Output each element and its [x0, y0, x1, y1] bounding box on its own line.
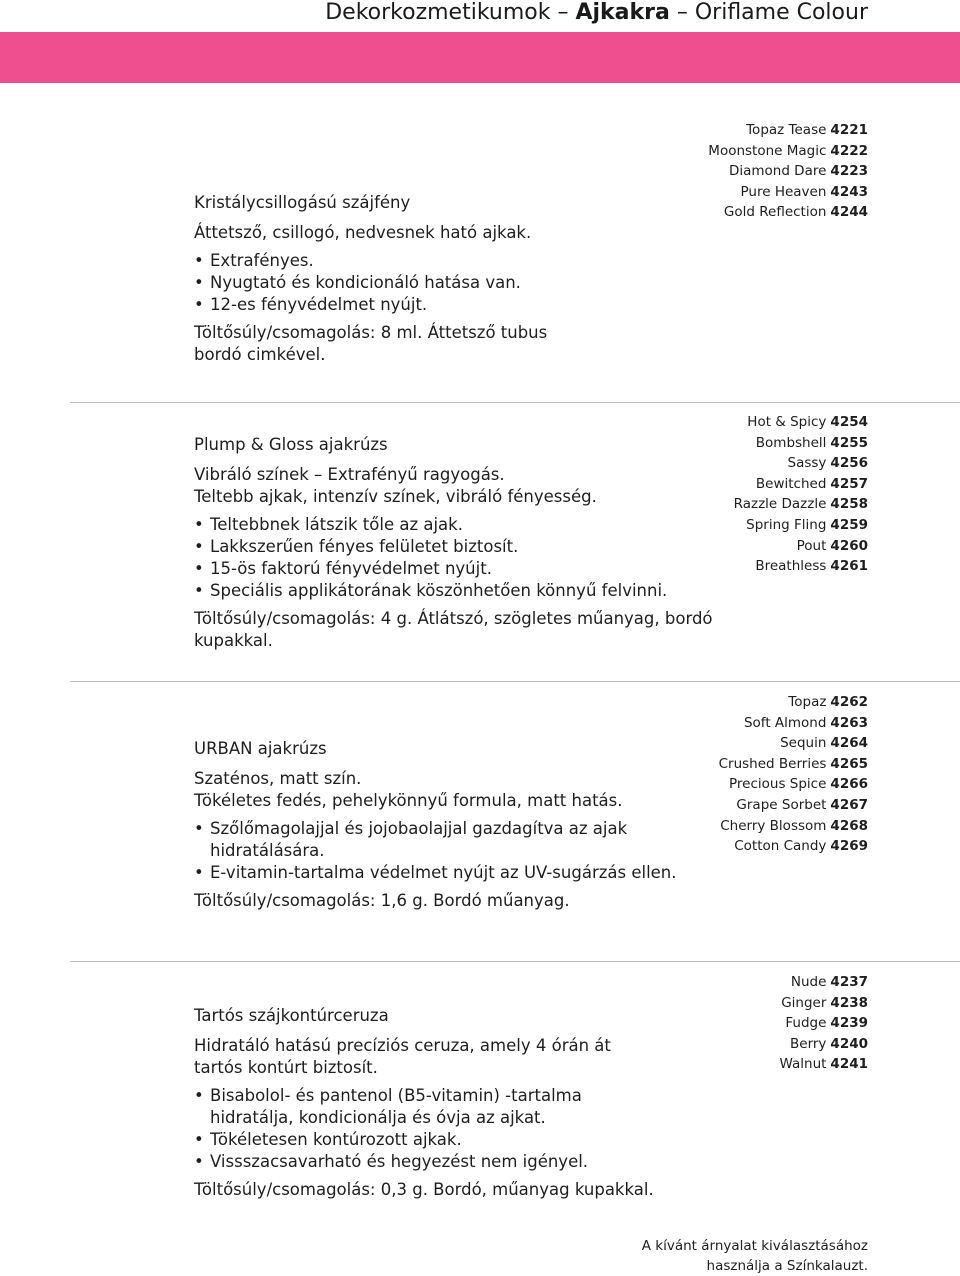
product-title: Plump & Gloss ajakrúzs [194, 435, 388, 454]
shade-item [734, 412, 868, 433]
feature-item: • Szőlőmagolajjal és jojobaolajjal gazdagítva az ajak hidratálására. [194, 818, 694, 862]
shade-name: Crushed Berries [718, 755, 827, 772]
shade-code: 4268 [830, 817, 868, 834]
header-brand: Oriflame Colour [694, 0, 868, 25]
shade-list [719, 692, 868, 857]
shade-name: Topaz Tease [746, 122, 827, 138]
shade-name: Sassy [787, 455, 827, 472]
pink-header-band [0, 32, 960, 83]
shade-item [708, 120, 868, 141]
shade-item [719, 713, 868, 734]
packaging-info: Töltősúly/csomagolás: 0,3 g. Bordó, műanyag kupakkal. [194, 1179, 654, 1199]
shade-list [734, 412, 868, 577]
shade-item [719, 816, 868, 837]
shade-code: 4265 [830, 755, 868, 772]
shade-code: 4239 [830, 1015, 868, 1032]
shade-code: 4255 [830, 434, 868, 451]
product-section-lipgloss [194, 192, 724, 366]
shade-code: 4238 [830, 994, 868, 1011]
shade-code: 4244 [830, 204, 868, 221]
shade-name: Moonstone Magic [708, 142, 827, 159]
shade-name: Diamond Dare [728, 163, 827, 180]
header-dash: – [557, 0, 569, 25]
feature-list [194, 250, 724, 316]
shade-item [708, 161, 868, 182]
shade-item [708, 182, 868, 203]
shade-item [719, 774, 868, 795]
shade-name: Soft Almond [743, 714, 827, 731]
product-section-lipliner [194, 1005, 724, 1201]
feature-item: • Bisabolol- és pantenol (B5-vitamin) -tartalma hidratálja, kondicionálja és óvja az ajkat. [194, 1085, 614, 1129]
shade-name: Precious Spice [729, 776, 827, 793]
page-header [325, 0, 868, 28]
product-description: Szaténos, matt szín. [194, 768, 362, 788]
feature-item: • Teltebbnek látszik tőle az ajak. [194, 514, 724, 536]
shade-code: 4267 [830, 796, 868, 813]
footer-note [642, 1236, 868, 1276]
shade-item [719, 733, 868, 754]
shade-code: 4263 [830, 714, 868, 731]
shade-name: Cotton Candy [734, 838, 827, 855]
shade-name: Razzle Dazzle [733, 496, 827, 513]
feature-item: • Nyugtató és kondicionáló hatása van. [194, 272, 724, 294]
shade-code: 4256 [830, 455, 868, 472]
shade-name: Pout [796, 537, 827, 554]
feature-list [194, 514, 724, 602]
shade-code: 4266 [830, 776, 868, 793]
shade-name: Grape Sorbet [736, 796, 827, 813]
shade-item [719, 795, 868, 816]
shade-name: Cherry Blossom [720, 817, 827, 834]
shade-list [780, 972, 869, 1075]
shade-code: 4260 [830, 537, 868, 554]
shade-item [719, 836, 868, 857]
packaging-info: Töltősúly/csomagolás: 8 ml. Áttetsző tubus bordó cimkével. [194, 322, 548, 364]
product-description: Teltebb ajkak, intenzív színek, vibráló fényesség. [194, 486, 597, 506]
shade-name: Walnut [779, 1056, 827, 1073]
shade-name: Breathless [755, 558, 827, 575]
shade-code: 4240 [830, 1035, 868, 1052]
shade-name: Nude [790, 974, 827, 990]
header-dash: – [676, 0, 688, 25]
product-title: URBAN ajakrúzs [194, 739, 327, 758]
shade-item [734, 494, 868, 515]
header-prefix: Dekorkozmetikumok [325, 0, 551, 25]
footer-line: A kívánt árnyalat kiválasztásához [641, 1238, 868, 1254]
shade-item [780, 1034, 869, 1055]
shade-code: 4241 [830, 1056, 868, 1073]
section-divider [70, 681, 960, 682]
shade-name: Sequin [780, 735, 827, 752]
product-title: Tartós szájkontúrceruza [194, 1006, 389, 1025]
shade-item [734, 433, 868, 454]
shade-item [708, 141, 868, 162]
footer-line: használja a Színkalauzt. [706, 1258, 868, 1274]
shade-name: Pure Heaven [740, 183, 827, 200]
product-description: Áttetsző, csillogó, nedvesnek ható ajkak. [194, 222, 532, 242]
shade-name: Fudge [785, 1015, 827, 1032]
shade-name: Gold Reflection [723, 204, 827, 221]
shade-code: 4254 [830, 414, 868, 430]
shade-item [719, 754, 868, 775]
shade-code: 4269 [830, 838, 868, 855]
shade-item [734, 453, 868, 474]
feature-item: • Vissszacsavarható és hegyezést nem igényel. [194, 1151, 614, 1173]
shade-code: 4237 [830, 974, 868, 990]
feature-item: • E-vitamin-tartalma védelmet nyújt az UV-sugárzás ellen. [194, 862, 694, 884]
shade-code: 4261 [830, 558, 868, 575]
product-section-plump-gloss [194, 434, 724, 651]
shade-item [780, 1054, 869, 1075]
feature-item: • Extrafényes. [194, 250, 724, 272]
shade-name: Ginger [781, 994, 827, 1011]
shade-item [734, 474, 868, 495]
shade-code: 4258 [830, 496, 868, 513]
feature-item: • Lakkszerűen fényes felületet biztosít. [194, 536, 724, 558]
shade-item [734, 515, 868, 536]
shade-name: Bewitched [755, 475, 827, 492]
shade-name: Hot & Spicy [747, 414, 827, 430]
shade-code: 4264 [830, 735, 868, 752]
shade-item [734, 536, 868, 557]
section-divider [70, 402, 960, 403]
feature-list [194, 1085, 614, 1173]
shade-item [719, 692, 868, 713]
product-section-urban [194, 738, 724, 912]
product-description: Vibráló színek – Extrafényű ragyogás. [194, 464, 505, 484]
shade-code: 4259 [830, 516, 868, 533]
shade-item [780, 1013, 869, 1034]
packaging-info: Töltősúly/csomagolás: 1,6 g. Bordó műanyag. [194, 890, 570, 910]
feature-item: • Tökéletesen kontúrozott ajkak. [194, 1129, 614, 1151]
shade-item [780, 993, 869, 1014]
product-description: Tökéletes fedés, pehelykönnyű formula, matt hatás. [194, 790, 623, 810]
feature-item: • 12-es fényvédelmet nyújt. [194, 294, 724, 316]
shade-item [708, 202, 868, 223]
shade-code: 4223 [830, 163, 868, 180]
feature-item: • Speciális applikátorának köszönhetően könnyű felvinni. [194, 580, 724, 602]
product-description: Hidratáló hatású precíziós ceruza, amely 4 órán át tartós kontúrt biztosít. [194, 1035, 611, 1077]
shade-name: Bombshell [755, 434, 827, 451]
feature-list [194, 818, 694, 884]
shade-name: Spring Fling [746, 516, 827, 533]
shade-item [734, 556, 868, 577]
shade-code: 4262 [830, 694, 868, 710]
packaging-info: Töltősúly/csomagolás: 4 g. Átlátszó, szögletes műanyag, bordó kupakkal. [194, 608, 713, 650]
shade-list [708, 120, 868, 223]
feature-item: • 15-ös faktorú fényvédelmet nyújt. [194, 558, 724, 580]
shade-code: 4243 [830, 183, 868, 200]
shade-name: Berry [790, 1035, 827, 1052]
shade-code: 4222 [830, 142, 868, 159]
shade-item [780, 972, 869, 993]
section-divider [70, 961, 960, 962]
shade-name: Topaz [788, 694, 827, 710]
product-title: Kristálycsillogású szájfény [194, 193, 411, 212]
header-category: Ajkakra [575, 0, 670, 25]
shade-code: 4221 [830, 122, 868, 138]
shade-code: 4257 [830, 475, 868, 492]
